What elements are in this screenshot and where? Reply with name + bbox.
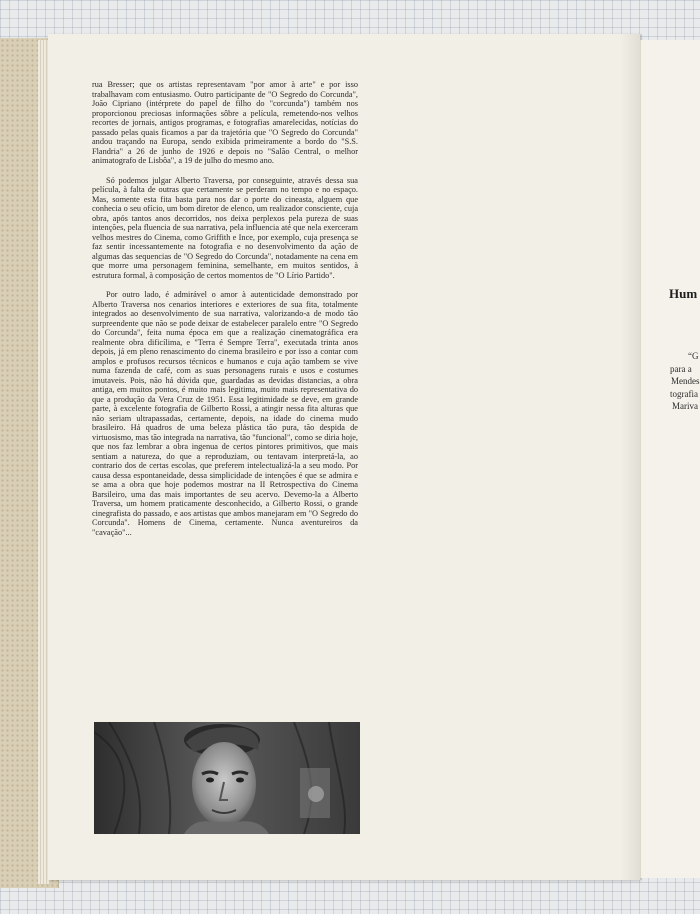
film-still-photo: [94, 722, 360, 834]
right-page-text-fragments: [645, 350, 700, 413]
right-line: Mariva: [672, 401, 698, 411]
paragraph-2: Só podemos julgar Alberto Traversa, por conseguinte, através dessa sua película, à falta de outras que certamente se perderam no tempo e no espaço. Mas, somente esta fita basta para nos dar o porte do cineasta, alguem que conhecia o seu ofício, um bom diretor de elenco, um realizador consciente, cuja obra, após tantos anos decorridos, nos deixa perplexos pela pureza de suas intenções, pela fluencia de sua narrativa, pela influencia até que nela exerceram velhos mestres do Cinema, como Griffith e Ince, por exemplo, cuja presença se faz sentir incessantemente na fotografia e no desenvolvimento da ação de algumas das sequencias de "O Segredo do Corcunda", notadamente na cena em que morre uma personagem feminina, semelhante, em muitos sentidos, à estrutura formal, à composição de certos momentos de "O Lírio Partido".: [92, 175, 358, 280]
right-page-heading: Hum: [669, 286, 698, 301]
paragraph-3: Por outro lado, é admirável o amor à autenticidade demonstrado por Alberto Traversa nos cenarios interiores e exteriores de sua fita, totalmente integrados ao desenvolvimento de sua narrativa, valorizando-a de modo tão surpreendente que não se pode deixar de estabelecer paralelo entre "O Segredo do Corcunda", feita numa época em que a realização cinematográfica era realmente obra dificílima, e "Terra é Sempre Terra", executada trinta anos depois, já em pleno renascimento do cinema brasileiro e por isso a contar com amplos e profusos recursos técnicos e humanos e cuja ação tambem se vive numa fazenda de café, com as suas personagens rurais e usos e costumes imutaveis. Pois, não há dúvida que, guardadas as devidas distancias, a obra antiga, em muitos pontos, é muito mais legitima, muito mais representativa do que a produção da Vera Cruz de 1951. Essa legitimidade se deve, em grande parte, à excelente fotografia de Gilberto Rossi, a atingir nessa fita alturas que não seriam ultrapassadas, certamente, depois, na idade do cinema mudo brasileiro. Há quadros de uma beleza plástica tão pura, tão despida de virtuosismo, mas tão integrada na narrativa, tão "funcional", como se diria hoje, que nos faz lembrar a obra ingenua de certos pintores primitivos, que mais sentiam a natureza, do que a reproduziam, ou tentavam interpretá-la, ao contrario dos de certas escolas, que preferem intelectualizá-la a seu modo. Por causa dessa espontaneidade, dessa simplicidade de intenções é que se admira e se ama a obra que hoje podemos mostrar na II Retrospectiva do Cinema Barsileiro, uma das mais importantes de seu acervo. Devemo-la a Alberto Traversa, um homem praticamente desconhecido, a Gilberto Rossi, o grande cinegrafista do passado, e aos artistas que ambos manejaram em "O Segredo do Corcunda". Homens de Cinema, certamente. Nunca aventureiros da "cavação"...: [92, 290, 358, 537]
article-text-column: [92, 80, 358, 547]
film-still-man-portrait: [94, 722, 360, 834]
right-page-partial: [640, 40, 700, 878]
right-line: “G: [688, 351, 699, 361]
gutter-shadow: [620, 34, 642, 880]
right-line: Mendes: [671, 376, 700, 386]
right-line: para a: [670, 363, 692, 374]
right-line: tografia: [670, 388, 698, 399]
paragraph-1: rua Bresser; que os artistas representavam "por amor à arte" e por isso trabalhavam com entusiasmo. Outro participante de "O Segredo do Corcunda", João Cipriano (intérprete do papel de filho do "corcunda") também nos proporcionou preciosas informações sôbre a película, remetendo-nos velhos recortes de jornais, antigos programas, e fotografias amarelecidas, notícias do passado pelas quais ficamos a par da trajetória que "O Segredo do Corcunda" andou traçando na Europa, sendo exibida primeiramente a bordo do "S.S. Flandria" a 26 de junho de 1926 e depois no "Salão Central, o melhor animatografo de Lisbôa", a 19 de julho do mesmo ano.: [92, 80, 358, 165]
